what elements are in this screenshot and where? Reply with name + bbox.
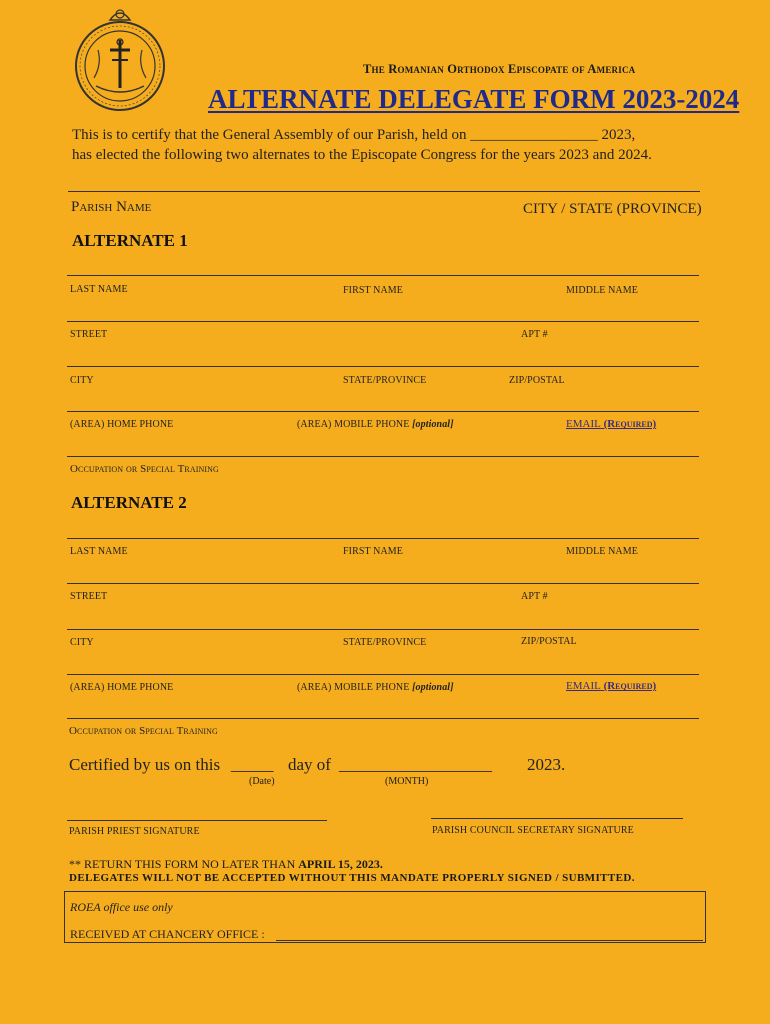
month-caption: (MONTH) (385, 776, 429, 787)
certified-prefix: Certified by us on this (69, 755, 221, 774)
received-at-chancery-label: RECEIVED AT CHANCERY OFFICE : (70, 927, 265, 941)
alt1-apt-label: APT # (521, 329, 548, 340)
alt2-state-label: STATE/PROVINCE (343, 637, 427, 648)
alt2-middle-name-label: MIDDLE NAME (566, 546, 638, 557)
alt2-occupation-rule[interactable] (67, 718, 699, 719)
received-line[interactable] (276, 940, 703, 941)
alt1-occupation-rule[interactable] (67, 456, 699, 457)
alt1-state-label: STATE/PROVINCE (343, 375, 427, 386)
parish-name-label: Parish Name (71, 199, 152, 215)
alt2-optional-tag: [optional] (412, 682, 454, 693)
alt2-mobile-phone-label (297, 682, 454, 693)
alt2-street-rule[interactable] (67, 583, 699, 584)
alt2-email-label (566, 680, 656, 692)
alt2-street-label: STREET (70, 591, 108, 602)
alt2-last-name-label: LAST NAME (70, 546, 128, 557)
alt2-home-phone-label: (AREA) HOME PHONE (70, 682, 174, 693)
alt2-occupation-label: Occupation or Special Training (69, 725, 218, 737)
alt1-required-tag: (Required) (603, 418, 657, 430)
alt1-street-label: STREET (70, 329, 108, 340)
alt2-apt-label: APT # (521, 591, 548, 602)
parish-rule[interactable] (68, 191, 700, 192)
alt1-email-text: EMAIL (566, 418, 601, 430)
alt1-mobile-phone-label (297, 419, 454, 430)
alt1-home-phone-label: (AREA) HOME PHONE (70, 419, 174, 430)
alt1-name-rule[interactable] (67, 275, 699, 276)
return-notice (69, 857, 383, 872)
secretary-signature-label: PARISH COUNCIL SECRETARY SIGNATURE (432, 825, 634, 836)
certified-day-of: day of (288, 755, 331, 774)
alt2-city-rule[interactable] (67, 629, 699, 630)
office-use-label: ROEA office use only (70, 900, 173, 914)
intro-text: This is to certify that the General Assembly of our Parish, held on (72, 127, 467, 143)
priest-signature-label: PARISH PRIEST SIGNATURE (69, 826, 200, 837)
delegates-warning: DELEGATES WILL NOT BE ACCEPTED WITHOUT THIS MANDATE PROPERLY SIGNED / SUBMITTED. (69, 872, 635, 884)
form-title: ALTERNATE DELEGATE FORM 2023-2024 (208, 84, 740, 114)
alt2-first-name-label: FIRST NAME (343, 546, 403, 557)
alt2-phone-rule[interactable] (67, 674, 699, 675)
assembly-date-blank[interactable]: _________________ (470, 127, 598, 143)
secretary-signature-rule[interactable] (431, 818, 683, 819)
alt1-last-name-label: LAST NAME (70, 284, 128, 295)
alt2-required-tag: (Required) (603, 680, 657, 692)
alt2-zip-label: ZIP/POSTAL (521, 636, 577, 647)
alt2-mobile-phone-text: (AREA) MOBILE PHONE (297, 682, 410, 693)
alt1-street-rule[interactable] (67, 321, 699, 322)
alt2-email-text: EMAIL (566, 680, 601, 692)
alternate-2-heading: ALTERNATE 2 (71, 493, 187, 512)
alt1-email-label (566, 418, 656, 430)
parish-city-label: CITY / STATE (PROVINCE) (523, 201, 702, 217)
alt1-mobile-phone-text: (AREA) MOBILE PHONE (297, 419, 410, 430)
alt1-first-name-label: FIRST NAME (343, 285, 403, 296)
priest-signature-rule[interactable] (67, 820, 327, 821)
alt1-zip-label: ZIP/POSTAL (509, 375, 565, 386)
intro-line-1 (72, 127, 635, 144)
alt1-phone-rule[interactable] (67, 411, 699, 412)
return-notice-text: ** RETURN THIS FORM NO LATER THAN (69, 857, 296, 871)
certified-month-blank[interactable]: __________________ (339, 755, 492, 774)
date-caption: (Date) (249, 776, 275, 787)
organization-name: The Romanian Orthodox Episcopate of America (363, 62, 636, 76)
alt1-city-rule[interactable] (67, 366, 699, 367)
intro-year: 2023, (601, 127, 636, 143)
certified-year: 2023. (527, 755, 566, 774)
alt2-city-label: CITY (70, 637, 94, 648)
alt1-optional-tag: [optional] (412, 419, 454, 430)
alt1-middle-name-label: MIDDLE NAME (566, 285, 638, 296)
episcopate-seal-icon (72, 6, 168, 114)
alternate-1-heading: ALTERNATE 1 (72, 231, 188, 250)
intro-line-2: has elected the following two alternates to the Episcopate Congress for the years 2023 and 2024. (72, 147, 652, 163)
certified-day-blank[interactable]: _____ (231, 755, 274, 774)
return-deadline: APRIL 15, 2023. (298, 857, 383, 871)
alt2-name-rule[interactable] (67, 538, 699, 539)
alt1-occupation-label: Occupation or Special Training (70, 463, 219, 475)
alt1-city-label: CITY (70, 375, 94, 386)
